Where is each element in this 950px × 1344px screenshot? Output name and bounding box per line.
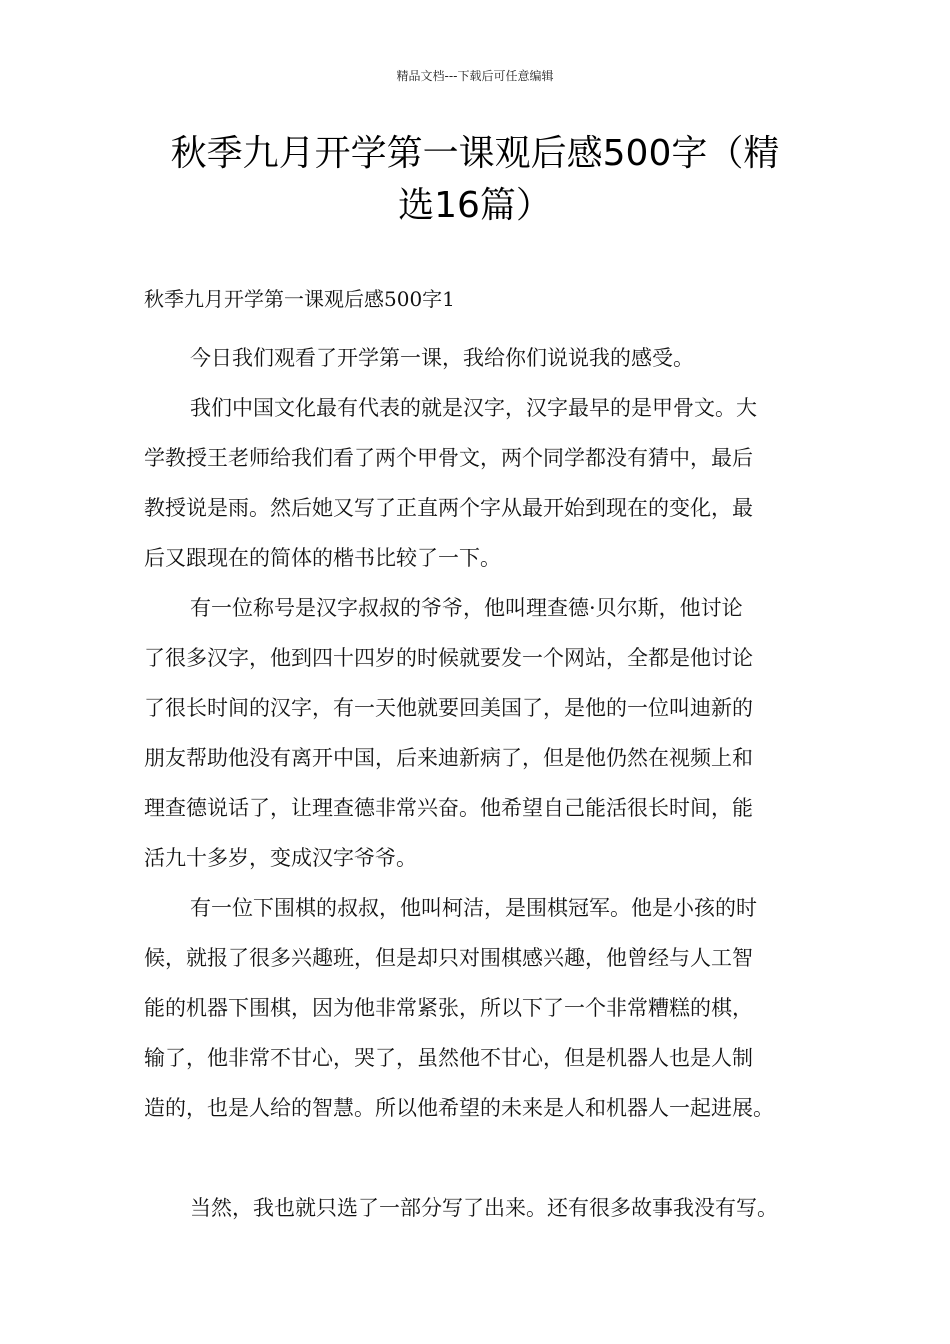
paragraph-line: 我们中国文化最有代表的就是汉字，汉字最早的是甲骨文。大 <box>190 396 757 420</box>
paragraph-line: 有一位下围棋的叔叔，他叫柯洁，是围棋冠军。他是小孩的时 <box>190 896 757 920</box>
document-title <box>142 128 808 232</box>
paragraph-2 <box>144 383 844 583</box>
paragraph-line: 能的机器下围棋，因为他非常紧张，所以下了一个非常糟糕的棋， <box>144 996 753 1020</box>
paragraph-4 <box>144 883 844 1133</box>
paragraph-line: 活九十多岁，变成汉字爷爷。 <box>144 846 417 870</box>
paragraph-line: 造的，也是人给的智慧。所以他希望的未来是人和机器人一起进展。 <box>144 1096 774 1120</box>
paragraph-line: 了很长时间的汉字，有一天他就要回美国了，是他的一位叫迪新的 <box>144 696 753 720</box>
section-subheading: 秋季九月开学第一课观后感500字1 <box>144 287 455 311</box>
paragraph-line: 了很多汉字，他到四十四岁的时候就要发一个网站，全都是他讨论 <box>144 646 753 670</box>
title-line-1: 秋季九月开学第一课观后感500字（精 <box>170 133 780 174</box>
title-line-2: 选16篇） <box>398 185 552 226</box>
paragraph-line: 学教授王老师给我们看了两个甲骨文，两个同学都没有猜中，最后 <box>144 446 753 470</box>
paragraph-line: 朋友帮助他没有离开中国，后来迪新病了，但是他仍然在视频上和 <box>144 746 753 770</box>
paragraph-spacer <box>144 1133 844 1183</box>
paragraph-line: 候，就报了很多兴趣班，但是却只对围棋感兴趣，他曾经与人工智 <box>144 946 753 970</box>
paragraph-line: 教授说是雨。然后她又写了正直两个字从最开始到现在的变化，最 <box>144 496 753 520</box>
paragraph-1 <box>144 333 844 383</box>
paragraph-5 <box>144 1183 844 1233</box>
paragraph-line: 后又跟现在的简体的楷书比较了一下。 <box>144 546 501 570</box>
paragraph-3 <box>144 583 844 883</box>
paragraph-line: 理查德说话了，让理查德非常兴奋。他希望自己能活很长时间，能 <box>144 796 753 820</box>
body-text <box>144 333 844 1233</box>
header-note: 精品文档---下载后可任意编辑 <box>396 69 554 83</box>
paragraph-line: 当然，我也就只选了一部分写了出来。还有很多故事我没有写。 <box>190 1196 778 1220</box>
paragraph-line: 输了，他非常不甘心，哭了，虽然他不甘心，但是机器人也是人制 <box>144 1046 753 1070</box>
paragraph-line: 有一位称号是汉字叔叔的爷爷，他叫理查德·贝尔斯，他讨论 <box>190 596 743 620</box>
paragraph-line: 今日我们观看了开学第一课，我给你们说说我的感受。 <box>190 346 694 370</box>
